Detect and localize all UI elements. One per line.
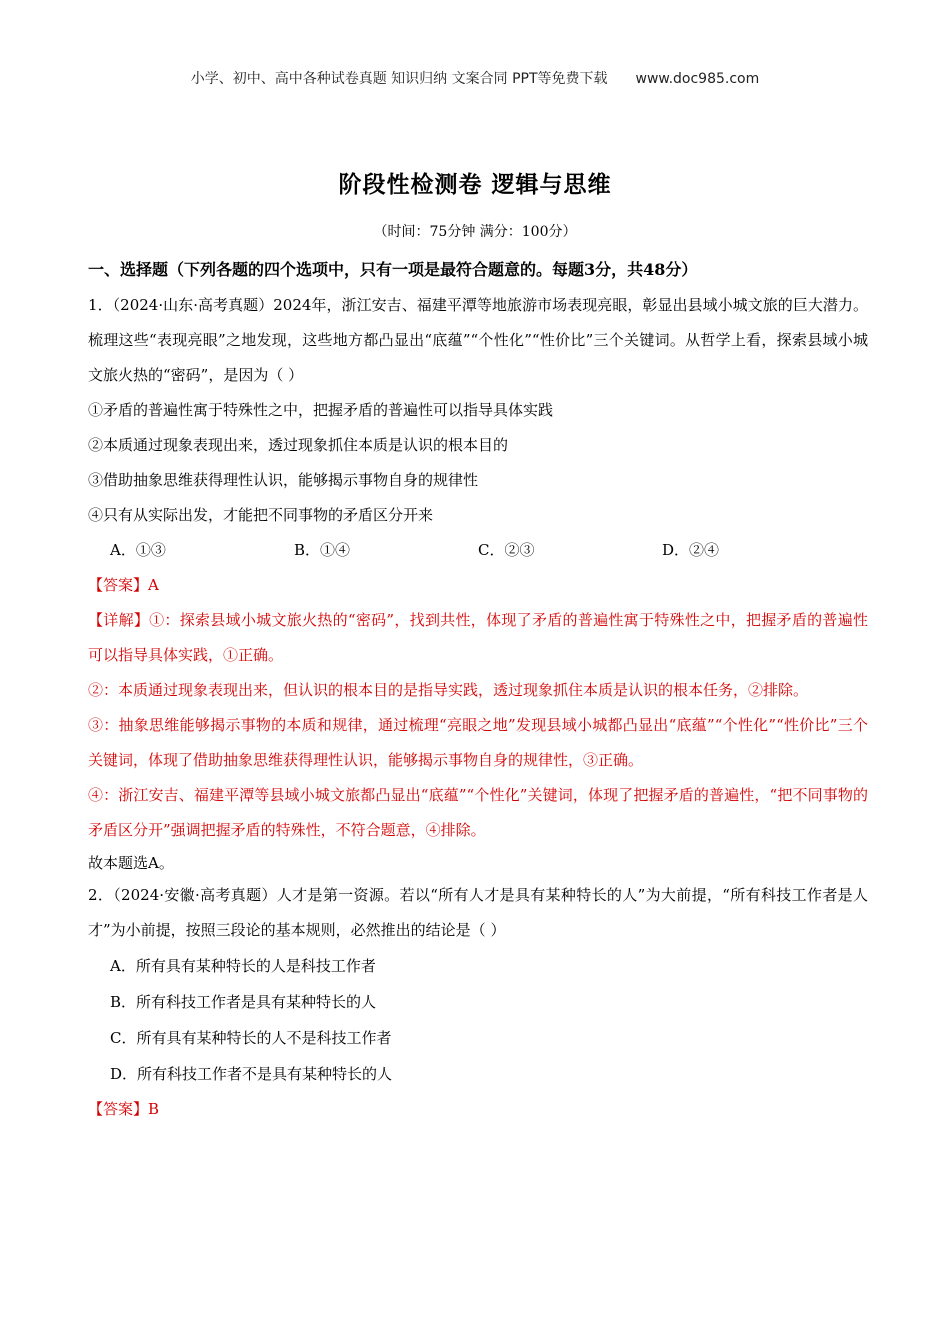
conclusion-line: 故本题选A。 xyxy=(88,854,174,872)
document-body xyxy=(88,258,868,1127)
section-title: 一、选择题（下列各题的四个选项中，只有一项是最符合题意的。每题3分，共48分） xyxy=(88,260,698,279)
answer-line: 【答案】A xyxy=(88,576,159,594)
page-title: 阶段性检测卷 逻辑与思维 xyxy=(338,171,612,198)
options-row xyxy=(88,533,868,568)
statement-item: ④只有从实际出发，才能把不同事物的矛盾区分开来 xyxy=(88,506,434,524)
question-stem: 2．（2024·安徽·高考真题）人才是第一资源。若以“所有人才是具有某种特长的人”为大前提，“所有科技工作者是人才”为小前提，按照三段论的基本规则，必然推出的结论是（ ） xyxy=(88,886,868,939)
question-stem: 1．（2024·山东·高考真题）2024年，浙江安吉、福建平潭等地旅游市场表现亮眼，彰显出县域小城文旅的巨大潜力。梳理这些“表现亮眼”之地发现，这些地方都凸显出“底蕴”“个性化”“性价比”三个关键词。从哲学上看，探索县域小城文旅火热的“密码”，是因为（ ） xyxy=(88,296,868,384)
statement-item: ①矛盾的普遍性寓于特殊性之中，把握矛盾的普遍性可以指导具体实践 xyxy=(88,401,554,419)
option-c[interactable]: C．所有具有某种特长的人不是科技工作者 xyxy=(110,1029,392,1047)
option-a[interactable]: A．①③ xyxy=(110,541,166,559)
explanation-paragraph: ②：本质通过现象表现出来，但认识的根本目的是指导实践，透过现象抓住本质是认识的根本任务，②排除。 xyxy=(88,681,809,699)
question-1 xyxy=(88,288,868,878)
statement-item: ③借助抽象思维获得理性认识，能够揭示事物自身的规律性 xyxy=(88,471,479,489)
header-site-link[interactable]: www.doc985.com xyxy=(635,71,760,87)
option-b[interactable]: B．所有科技工作者是具有某种特长的人 xyxy=(110,993,377,1011)
option-b[interactable]: B．①④ xyxy=(294,541,351,559)
explanation-paragraph: ④：浙江安吉、福建平潭等县域小城文旅都凸显出“底蕴”“个性化”关键词，体现了把握矛盾的普遍性，“把不同事物的矛盾区分开”强调把握矛盾的特殊性，不符合题意，④排除。 xyxy=(88,786,868,839)
statement-item: ②本质通过现象表现出来，透过现象抓住本质是认识的根本目的 xyxy=(88,436,509,454)
option-d[interactable]: D．②④ xyxy=(662,541,720,559)
explanation-paragraph: ③：抽象思维能够揭示事物的本质和规律，通过梳理“亮眼之地”发现县域小城都凸显出“底蕴”“个性化”“性价比”三个关键词，体现了借助抽象思维获得理性认识，能够揭示事物自身的规律性，③正确。 xyxy=(88,716,868,769)
header-text: 小学、初中、高中各种试卷真题 知识归纳 文案合同 PPT等免费下载 xyxy=(190,71,608,87)
page-header xyxy=(0,68,950,88)
option-a[interactable]: A．所有具有某种特长的人是科技工作者 xyxy=(110,957,376,975)
question-2 xyxy=(88,878,868,1127)
answer-line: 【答案】B xyxy=(88,1100,160,1118)
option-d[interactable]: D．所有科技工作者不是具有某种特长的人 xyxy=(110,1065,393,1083)
page-subtitle: （时间：75分钟 满分：100分） xyxy=(373,224,577,240)
option-c[interactable]: C．②③ xyxy=(478,541,535,559)
explanation-paragraph: 【详解】①：探索县域小城文旅火热的“密码”，找到共性，体现了矛盾的普遍性寓于特殊性之中，把握矛盾的普遍性可以指导具体实践，①正确。 xyxy=(88,611,868,664)
